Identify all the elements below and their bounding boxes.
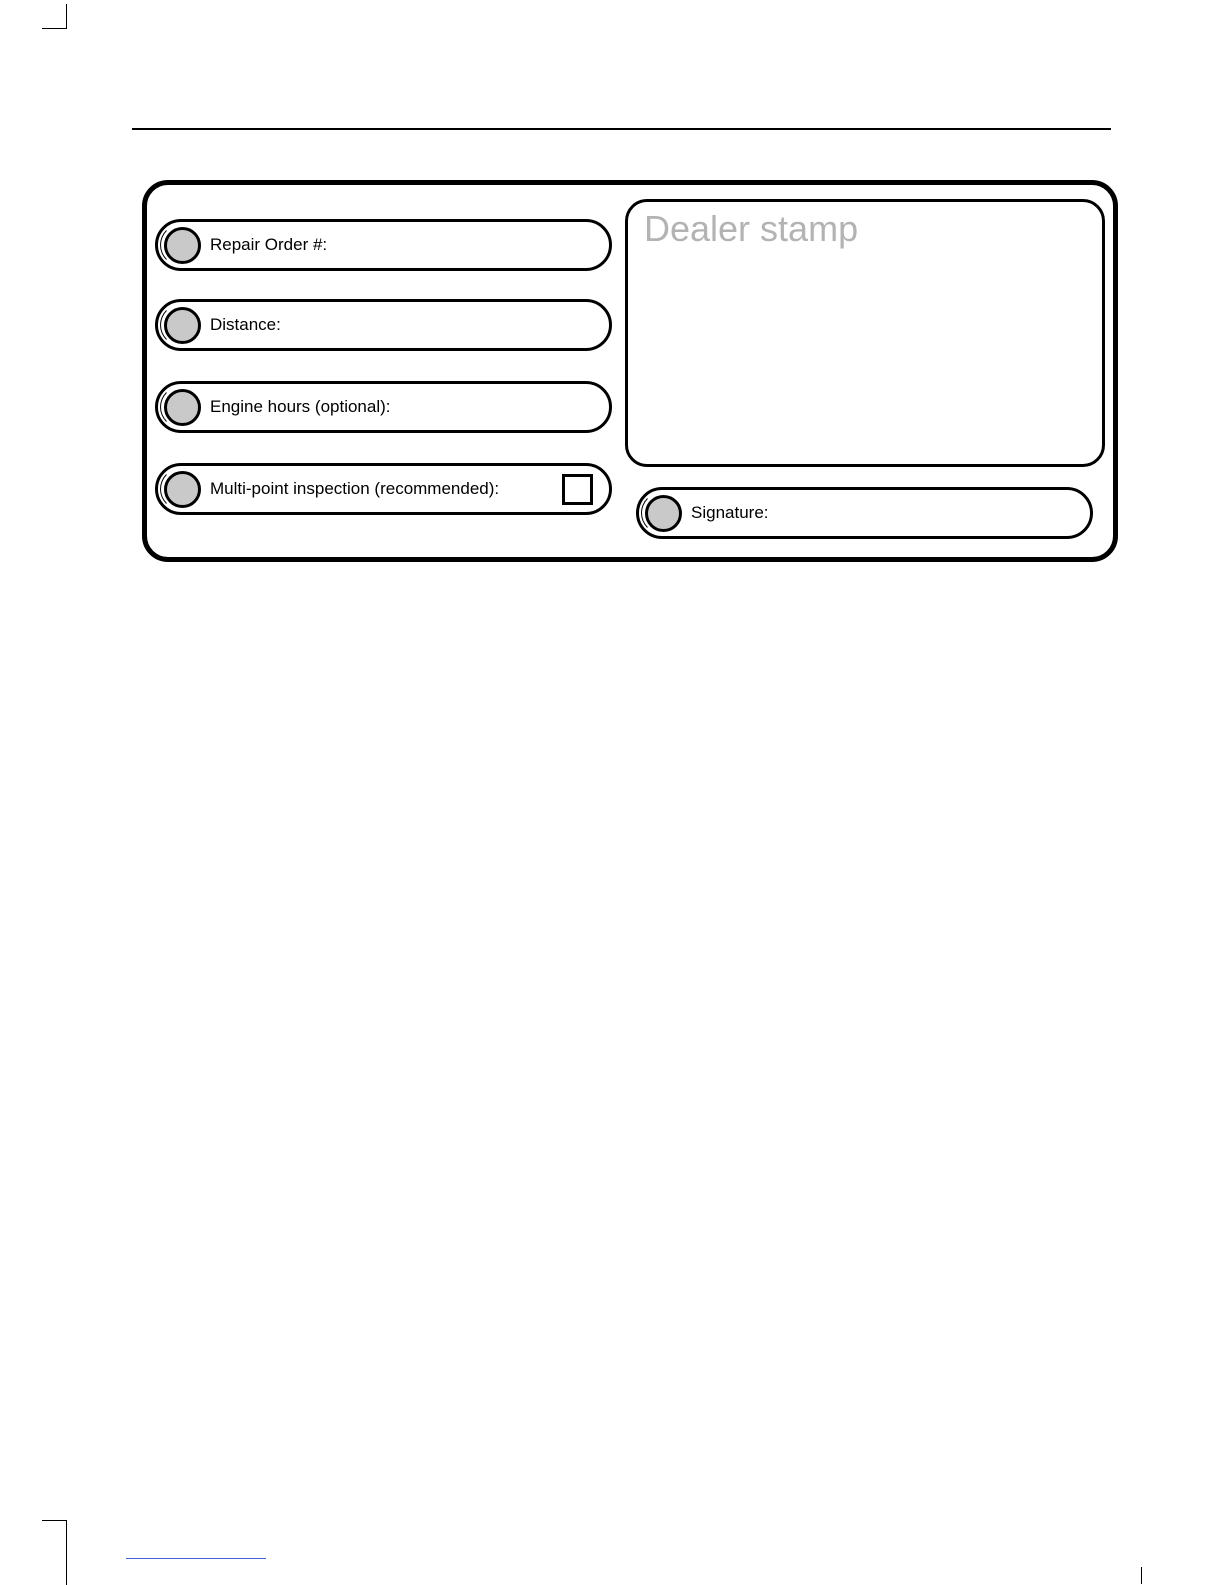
engine-hours-label: Engine hours (optional):: [210, 397, 391, 416]
distance-label: Distance:: [210, 315, 281, 334]
signature-label: Signature:: [691, 503, 769, 522]
multi-point-inspection-field: [155, 463, 612, 515]
dealer-stamp-box: [625, 199, 1105, 467]
engine-hours-field[interactable]: [155, 381, 612, 433]
multi-point-inspection-label: Multi-point inspection (recommended):: [210, 479, 500, 498]
multi-point-inspection-checkbox[interactable]: [562, 474, 593, 505]
crop-mark-bottom-left: [42, 1520, 67, 1585]
crop-mark-bottom-right: [1141, 1567, 1142, 1584]
circle-marker-icon: [645, 495, 682, 532]
repair-order-label: Repair Order #:: [210, 235, 328, 254]
header-rule: [132, 128, 1111, 130]
circle-marker-icon: [164, 227, 201, 264]
footer-link-underline: [126, 1558, 266, 1559]
circle-marker-icon: [164, 307, 201, 344]
crop-mark-top-left: [42, 4, 67, 29]
signature-field[interactable]: [636, 487, 1093, 539]
circle-marker-icon: [164, 389, 201, 426]
repair-order-field[interactable]: [155, 219, 612, 271]
dealer-stamp-label: Dealer stamp: [644, 208, 859, 249]
distance-field[interactable]: [155, 299, 612, 351]
circle-marker-icon: [164, 471, 201, 508]
